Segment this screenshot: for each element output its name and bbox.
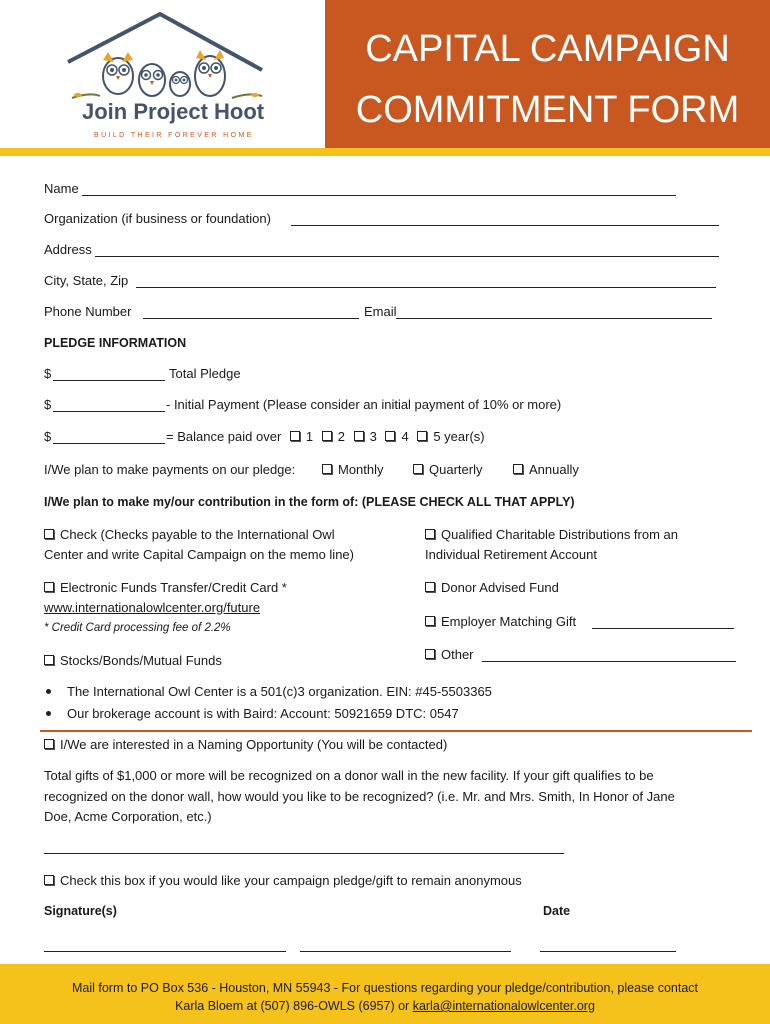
checkbox-icon[interactable] bbox=[44, 875, 54, 885]
checkbox-icon[interactable] bbox=[385, 431, 395, 441]
initial-payment-field[interactable] bbox=[53, 411, 165, 412]
address-label: Address bbox=[44, 242, 92, 257]
recognition-text-line2: recognized on the donor wall, how would you like to be recognized? (i.e. Mr. and Mrs. Smith, In Honor of Jane bbox=[44, 789, 675, 804]
date-field[interactable] bbox=[540, 951, 676, 952]
header-accent-bar bbox=[0, 148, 770, 156]
credit-card-fee-note: * Credit Card processing fee of 2.2% bbox=[44, 622, 231, 634]
bullet-ein: The International Owl Center is a 501(c)3 organization. EIN: #45-5503365 bbox=[46, 684, 492, 700]
checkbox-icon[interactable] bbox=[44, 739, 54, 749]
qcd-option-line2: Individual Retirement Account bbox=[425, 547, 597, 562]
page-title-line2: COMMITMENT FORM bbox=[355, 89, 740, 131]
bullet-icon bbox=[46, 689, 51, 694]
email-field[interactable] bbox=[396, 318, 712, 319]
city-label: City, State, Zip bbox=[44, 273, 129, 288]
city-field[interactable] bbox=[136, 287, 716, 288]
checkbox-icon[interactable] bbox=[354, 431, 364, 441]
bullet-brokerage: Our brokerage account is with Baird: Account: 50921659 DTC: 0547 bbox=[46, 706, 459, 722]
check-option-line2: Center and write Capital Campaign on the memo line) bbox=[44, 547, 354, 562]
logo bbox=[0, 0, 325, 150]
eft-url-link[interactable]: www.internationalowlcenter.org/future bbox=[44, 600, 261, 615]
eft-option[interactable]: Electronic Funds Transfer/Credit Card * bbox=[44, 580, 287, 596]
check-option[interactable]: Check (Checks payable to the International Owl bbox=[44, 527, 335, 543]
page-title-line1: CAPITAL CAMPAIGN bbox=[365, 28, 730, 70]
date-label: Date bbox=[543, 904, 571, 918]
qcd-option[interactable]: Qualified Charitable Distributions from an bbox=[425, 527, 678, 543]
checkbox-icon[interactable] bbox=[417, 431, 427, 441]
footer-line2 bbox=[0, 999, 770, 1013]
balance-row bbox=[166, 429, 485, 445]
balance-dollar: $ bbox=[44, 429, 52, 444]
recognition-field[interactable] bbox=[44, 853, 564, 854]
employer-matching-field[interactable] bbox=[592, 628, 734, 629]
checkbox-icon[interactable] bbox=[425, 529, 435, 539]
owl-house-logo-icon bbox=[0, 0, 325, 150]
monthly-option[interactable]: Monthly bbox=[322, 462, 384, 478]
logo-name: Join Project Hoot bbox=[82, 99, 265, 124]
signature-field-2[interactable] bbox=[300, 951, 511, 952]
section-divider bbox=[40, 730, 752, 732]
signature-field-1[interactable] bbox=[44, 951, 286, 952]
checkbox-icon[interactable] bbox=[413, 464, 423, 474]
checkbox-icon[interactable] bbox=[290, 431, 300, 441]
year-5-option[interactable]: 5 year(s) bbox=[417, 429, 484, 444]
year-4-option[interactable]: 4 bbox=[385, 429, 408, 444]
quarterly-option[interactable]: Quarterly bbox=[413, 462, 482, 478]
organization-label: Organization (if business or foundation) bbox=[44, 211, 271, 226]
phone-field[interactable] bbox=[143, 318, 359, 319]
name-field[interactable] bbox=[82, 195, 676, 196]
checkbox-icon[interactable] bbox=[322, 464, 332, 474]
checkbox-icon[interactable] bbox=[322, 431, 332, 441]
naming-opportunity-option[interactable]: I/We are interested in a Naming Opportunity (You will be contacted) bbox=[44, 737, 447, 753]
checkbox-icon[interactable] bbox=[425, 582, 435, 592]
initial-dollar: $ bbox=[44, 397, 52, 412]
recognition-text-line1: Total gifts of $1,000 or more will be recognized on a donor wall in the new facility. If your gift qualifies to be bbox=[44, 768, 654, 783]
bullet-icon bbox=[46, 711, 51, 716]
recognition-text-line3: Doe, Acme Corporation, etc.) bbox=[44, 809, 212, 824]
contribution-heading: I/We plan to make my/our contribution in the form of: (PLEASE CHECK ALL THAT APPLY) bbox=[44, 495, 575, 509]
checkbox-icon[interactable] bbox=[44, 529, 54, 539]
checkbox-icon[interactable] bbox=[44, 655, 54, 665]
total-pledge-label: Total Pledge bbox=[169, 366, 241, 381]
year-1-option[interactable]: 1 bbox=[290, 429, 313, 444]
title-banner bbox=[325, 0, 770, 148]
employer-matching-option[interactable]: Employer Matching Gift bbox=[425, 614, 576, 630]
logo-tagline: BUILD THEIR FOREVER HOME bbox=[94, 132, 254, 139]
year-2-option[interactable]: 2 bbox=[322, 429, 345, 444]
name-label: Name bbox=[44, 181, 79, 196]
address-field[interactable] bbox=[95, 256, 719, 257]
annually-option[interactable]: Annually bbox=[513, 462, 579, 478]
checkbox-icon[interactable] bbox=[513, 464, 523, 474]
signature-label: Signature(s) bbox=[44, 904, 117, 918]
checkbox-icon[interactable] bbox=[425, 616, 435, 626]
footer bbox=[0, 964, 770, 1024]
donor-advised-fund-option[interactable]: Donor Advised Fund bbox=[425, 580, 559, 596]
footer-line1: Mail form to PO Box 536 - Houston, MN 55943 - For questions regarding your pledge/contribution, please contact bbox=[71, 981, 699, 995]
total-pledge-field[interactable] bbox=[53, 380, 165, 381]
footer-contact: Karla Bloem at (507) 896-OWLS (6957) or bbox=[175, 999, 410, 1013]
phone-label: Phone Number bbox=[44, 304, 132, 319]
stocks-option[interactable]: Stocks/Bonds/Mutual Funds bbox=[44, 653, 222, 669]
email-label: Email bbox=[364, 304, 397, 319]
organization-field[interactable] bbox=[291, 225, 719, 226]
anonymous-option[interactable]: Check this box if you would like your campaign pledge/gift to remain anonymous bbox=[44, 873, 522, 889]
pledge-heading: PLEDGE INFORMATION bbox=[44, 336, 187, 350]
balance-label: = Balance paid over bbox=[166, 429, 282, 444]
balance-field[interactable] bbox=[53, 443, 165, 444]
total-dollar: $ bbox=[44, 366, 52, 381]
initial-payment-label: - Initial Payment (Please consider an initial payment of 10% or more) bbox=[166, 397, 562, 412]
other-option[interactable]: Other bbox=[425, 647, 474, 663]
other-field[interactable] bbox=[482, 661, 736, 662]
payment-plan-label: I/We plan to make payments on our pledge: bbox=[44, 462, 296, 477]
checkbox-icon[interactable] bbox=[44, 582, 54, 592]
email-link[interactable]: karla@internationalowlcenter.org bbox=[412, 999, 595, 1013]
checkbox-icon[interactable] bbox=[425, 649, 435, 659]
year-3-option[interactable]: 3 bbox=[354, 429, 377, 444]
